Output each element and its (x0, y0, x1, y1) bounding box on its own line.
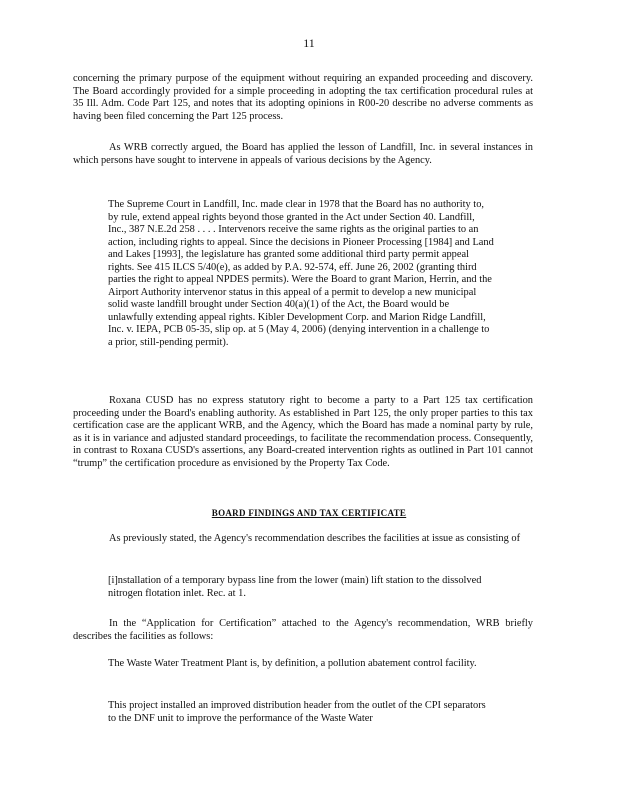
paragraph-agency-recommendation: As previously stated, the Agency's recommendation describes the facilities at issue as consisting of (109, 533, 521, 544)
paragraph-part-125-process: concerning the primary purpose of the equipment without requiring an expanded proceeding and discovery. The Board accordingly provided for a simple proceeding in adopting the tax certification procedural rules at 35 Ill. Adm. Code Part 125, and notes that its adopting opinions in R00-20 describe no adverse comments as having been filed concerning the Part 125 process. (73, 73, 533, 122)
page-number: 11 (303, 36, 315, 50)
block-quote-distribution-header: This project installed an improved distribution header from the outlet of the CPI separators to the DNF unit to improve the performance of the Waste Water (108, 700, 486, 724)
block-quote-treatment-plant: The Waste Water Treatment Plant is, by definition, a pollution abatement control facility. (108, 658, 477, 669)
paragraph-roxana-cusd: Roxana CUSD has no express statutory right to become a party to a Part 125 tax certification proceeding under the Board's enabling authority. As established in Part 125, the only proper parties to this tax certification case are the applicant WRB, and the Agency, which the Board has made a nominal party by rule, as it is in variance and adjusted standard proceedings, to facilitate the recommendation process. Consequently, in contrast to Roxana CUSD's assertions, any Board-created intervention rights as outlined in Part 101 cannot “trump” the certification procedure as envisioned by the Property Tax Code. (73, 395, 533, 469)
paragraph-application: In the “Application for Certification” attached to the Agency's recommendation, WRB briefly describes the facilities as follows: (73, 618, 533, 642)
block-quote-installation: [i]nstallation of a temporary bypass line from the lower (main) lift station to the dissolved nitrogen flotation inlet. Rec. at 1. (108, 575, 482, 599)
section-heading: BOARD FINDINGS AND TAX CERTIFICATE (211, 508, 407, 518)
paragraph-landfill-lesson: As WRB correctly argued, the Board has applied the lesson of Landfill, Inc. in several instances in which persons have sought to intervene in appeals of various decisions by the Agency. (73, 142, 533, 166)
block-quote-supreme-court: The Supreme Court in Landfill, Inc. made clear in 1978 that the Board has no authority to, by rule, extend appeal rights beyond those granted in the Act under Section 40. Landfill, Inc., 387 N.E.2d 258 . . . . Intervenors receive the same rights as the original parties to an action, including rights to appeal. Since the decisions in Pioneer Processing [1984] and Land and Lakes [1993], the legislature has granted some additional third party permit appeal rights. See 415 ILCS 5/40(e), as added by P.A. 92-574, eff. June 26, 2002 (granting third parties the right to appeal NPDES permits). Were the Board to grant Marion, Herrin, and the Airport Authority intervenor status in this appeal of a permit to develop a new municipal solid waste landfill brought under Section 40(a)(1) of the Act, the Board would be unlawfully extending appeal rights. Kibler Development Corp. and Marion Ridge Landfill, Inc. v. IEPA, PCB 05-35, slip op. at 5 (May 4, 2006) (denying intervention in a challenge to a prior, still-pending permit). (108, 199, 494, 348)
